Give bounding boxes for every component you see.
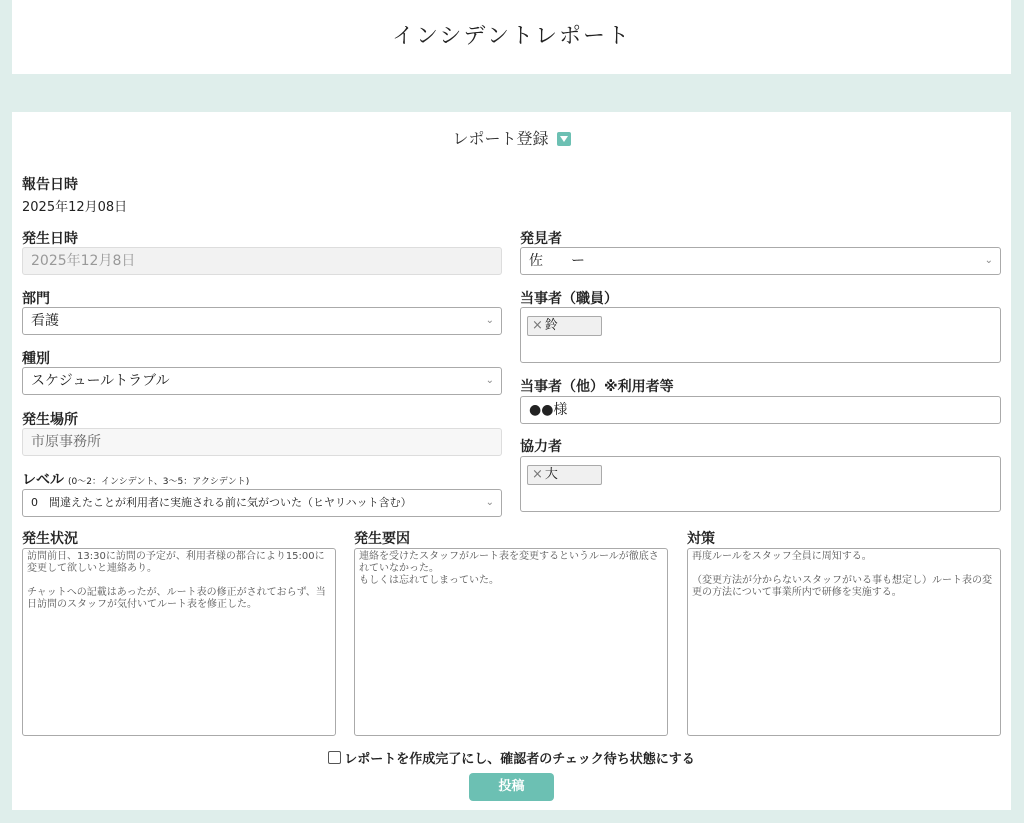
chevron-down-icon: ⌄ (485, 375, 494, 386)
page-title: インシデントレポート (391, 24, 631, 49)
complete-checkbox-label: レポートを作成完了にし、確認者のチェック待ち状態にする (344, 752, 695, 767)
department-value: 看護 (31, 313, 59, 329)
discoverer-value: 佐 ー (529, 253, 585, 269)
occurrence-datetime-field[interactable]: 2025年12月8日 (22, 247, 502, 275)
section-header[interactable] (12, 126, 1011, 149)
discoverer-select[interactable] (520, 247, 1001, 275)
category-value: スケジュールトラブル (31, 373, 170, 389)
party-other-input[interactable]: ●●様 (520, 396, 1001, 424)
level-note: (0〜2：インシデント、3〜5：アクシデント) (68, 477, 250, 487)
collaborator-field[interactable] (520, 456, 1001, 512)
countermeasure-textarea[interactable]: 再度ルールをスタッフ全員に周知する。 （変更方法が分からないスタッフがいる事も想定し）ルート表の変更の方法について事業所内で研修を実施する。 (687, 548, 1001, 736)
category-label: 種別 (22, 351, 50, 367)
collaborator-tag-label: 大 (544, 467, 597, 482)
location-field[interactable]: 市原事務所 (22, 428, 502, 456)
cause-textarea[interactable]: 連絡を受けたスタッフがルート表を変更するというルールが徹底されていなかった。 もしくは忘れてしまっていた。 (354, 548, 668, 736)
level-value: 0 間違えたことが利用者に実施される前に気がついた（ヒヤリハット含む） (31, 496, 412, 509)
close-icon[interactable]: × (532, 318, 543, 333)
level-label-text: レベル (22, 472, 64, 488)
party-other-label: 当事者（他）※利用者等 (520, 379, 674, 395)
report-form-panel (12, 112, 1011, 810)
chevron-down-icon[interactable] (557, 132, 571, 146)
section-title: レポート登録 (452, 129, 549, 148)
level-select[interactable] (22, 489, 502, 517)
close-icon[interactable]: × (532, 467, 543, 482)
app-header (12, 0, 1011, 74)
category-select[interactable] (22, 367, 502, 395)
chevron-down-icon: ⌄ (485, 315, 494, 326)
department-select[interactable] (22, 307, 502, 335)
situation-textarea[interactable]: 訪問前日、13:30に訪問の予定が、利用者様の都合により15:00に変更して欲しいと連絡あり。 チャットへの記載はあったが、ルート表の修正がされておらず、当日訪問のスタッフが気付いてルート表を修正した。 (22, 548, 336, 736)
occurrence-datetime-label: 発生日時 (22, 231, 78, 247)
chevron-down-icon: ⌄ (485, 497, 494, 508)
complete-checkbox[interactable] (328, 751, 341, 764)
report-datetime-value: 2025年12月08日 (22, 200, 128, 215)
cause-label: 発生要因 (354, 531, 410, 547)
collaborator-label: 協力者 (520, 439, 562, 455)
discoverer-label: 発見者 (520, 231, 562, 247)
report-datetime-label: 報告日時 (22, 177, 78, 193)
collaborator-tag[interactable] (527, 465, 602, 485)
countermeasure-label: 対策 (687, 531, 715, 547)
location-label: 発生場所 (22, 412, 78, 428)
party-staff-tag-label: 鈴 (544, 318, 597, 333)
submit-button[interactable]: 投稿 (469, 773, 554, 801)
complete-checkbox-row[interactable] (12, 748, 1011, 767)
party-staff-field[interactable] (520, 307, 1001, 363)
party-staff-tag[interactable] (527, 316, 602, 336)
department-label: 部門 (22, 291, 50, 307)
level-label (22, 469, 249, 489)
situation-label: 発生状況 (22, 531, 78, 547)
party-staff-label: 当事者（職員） (520, 291, 618, 307)
chevron-down-icon: ⌄ (984, 255, 993, 266)
